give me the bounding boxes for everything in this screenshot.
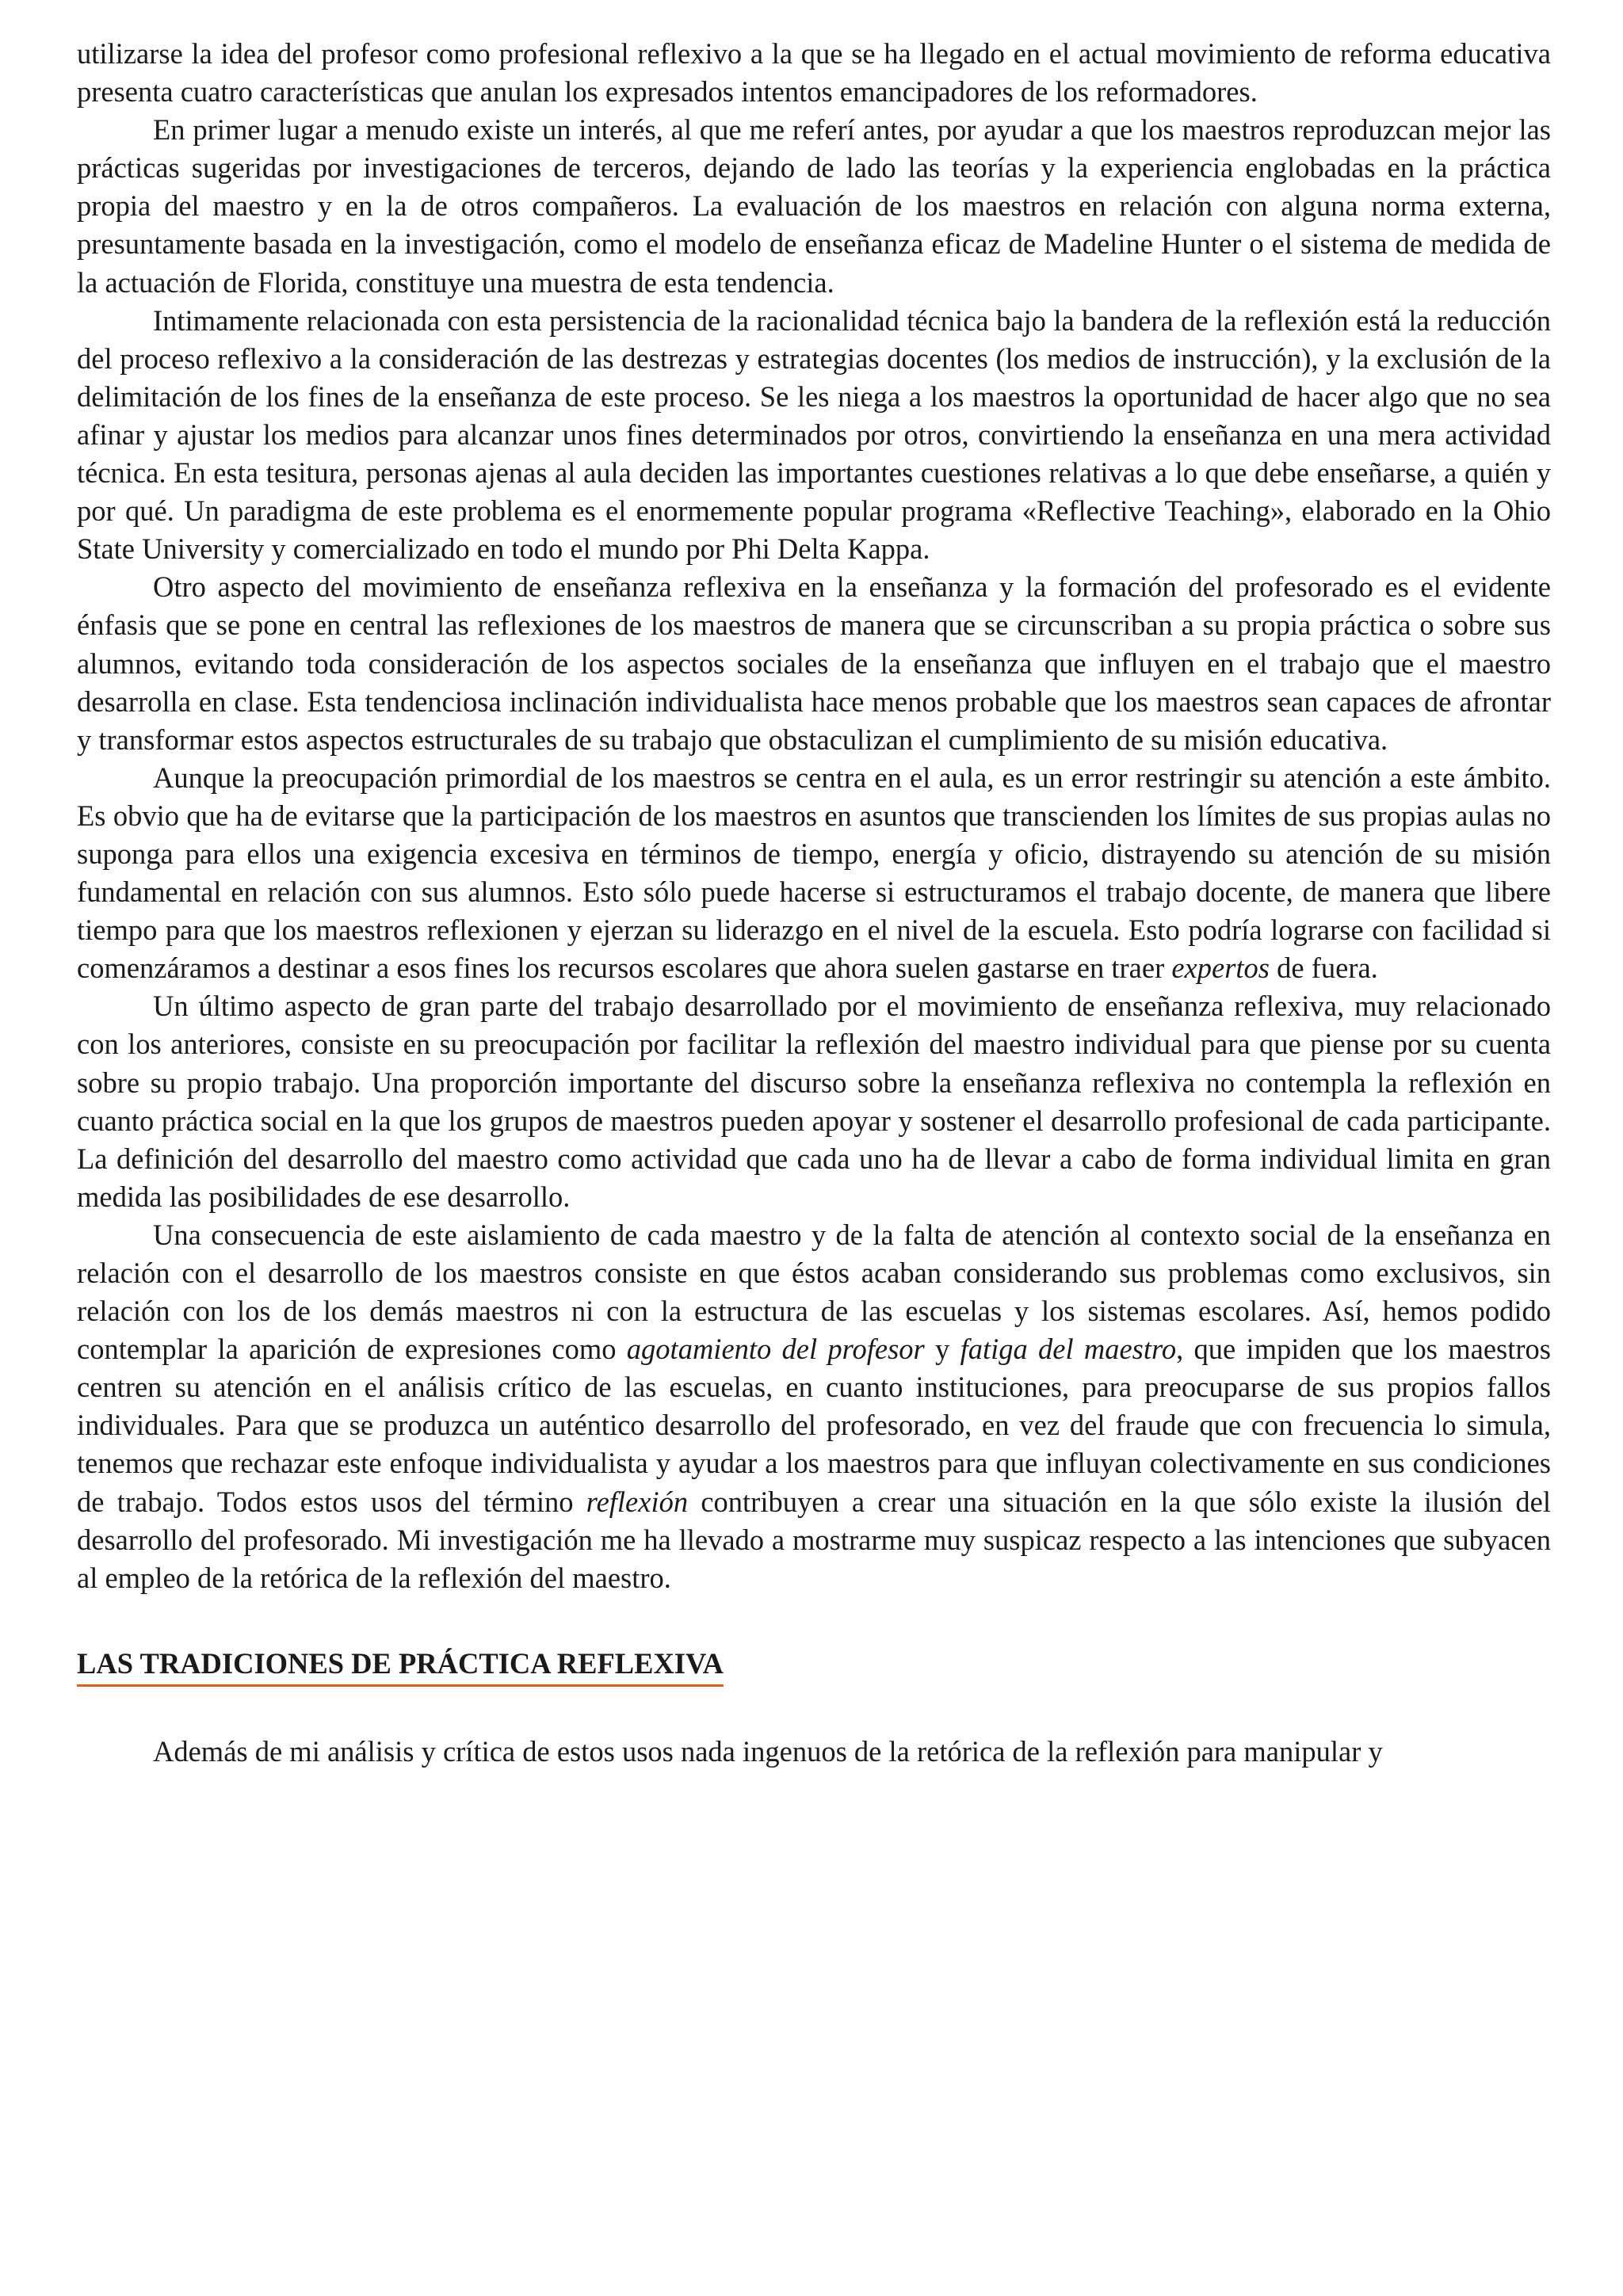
text-run: de fuera. [1270, 952, 1378, 985]
paragraph [77, 759, 1551, 988]
paragraph [77, 1216, 1551, 1597]
text-run: Un último aspecto de gran parte del trabajo desarrollado por el movimiento de enseñanza reflexiva, muy relacionado con los anteriores, consiste en su preocupación por facilitar la reflexión del maestro individual para que piense por su cuenta sobre su propio trabajo. Una proporción importante del discurso sobre la enseñanza reflexiva no contempla la reflexión en cuanto práctica social en la que los grupos de maestros pueden apoyar y sostener el desarrollo profesional de cada participante. La definición del desarrollo del maestro como actividad que cada uno ha de llevar a cabo de forma individual limita en gran medida las posibilidades de ese desarrollo. [77, 990, 1551, 1213]
text-run: y [924, 1333, 960, 1366]
paragraph [77, 568, 1551, 758]
italic-text: expertos [1171, 952, 1270, 985]
body-text [77, 35, 1551, 1597]
text-run: Aunque la preocupación primordial de los maestros se centra en el aula, es un error restringir su atención a este ámbito. Es obvio que ha de evitarse que la participación de los maestros en asuntos que transcienden los límites de sus propias aulas no suponga para ellos una exigencia excesiva en términos de tiempo, energía y oficio, distrayendo su atención de su misión fundamental en relación con sus alumnos. Esto sólo puede hacerse si estructuramos el trabajo docente, de manera que libere tiempo para que los maestros reflexionen y ejerzan su liderazgo en el nivel de la escuela. Esto podría lograrse con facilidad si comenzáramos a destinar a esos fines los recursos escolares que ahora suelen gastarse en traer [77, 761, 1551, 985]
paragraph [77, 987, 1551, 1216]
italic-text: reflexión [586, 1485, 689, 1518]
section-heading: LAS TRADICIONES DE PRÁCTICA REFLEXIVA [77, 1646, 724, 1680]
text-run: utilizarse la idea del profesor como profesional reflexivo a la que se ha llegado en el actual movimiento de reforma educativa presenta cuatro características que anulan los expresados intentos emancipadores de los reformadores. [77, 37, 1551, 109]
text-run: contribuyen a crear una situación en la que sólo existe la ilusión del desarrollo del profesorado. Mi investigación me ha llevado a mostrarme muy suspicaz respecto a las intenciones que subyacen al empleo de la retórica de la reflexión del maestro. [77, 1485, 1552, 1594]
italic-text: fatiga del maestro [960, 1333, 1177, 1366]
text-run: En primer lugar a menudo existe un interés, al que me referí antes, por ayudar a que los maestros reproduzcan mejor las prácticas sugeridas por investigaciones de terceros, dejando de lado las teorías y la experiencia englobadas en la práctica propia del maestro y en la de otros compañeros. La evaluación de los maestros en relación con alguna norma externa, presuntamente basada en la investigación, como el modelo de enseñanza eficaz de Madeline Hunter o el sistema de medida de la actuación de Florida, constituye una muestra de esta tendencia. [77, 113, 1551, 299]
text-run: Otro aspecto del movimiento de enseñanza reflexiva en la enseñanza y la formación del profesorado es el evidente énfasis que se pone en central las reflexiones de los maestros de manera que se circunscriban a su propia práctica o sobre sus alumnos, evitando toda consideración de los aspectos sociales de la enseñanza que influyen en el trabajo que el maestro desarrolla en clase. Esta tendenciosa inclinación individualista hace menos probable que los maestros sean capaces de afrontar y transformar estos aspectos estructurales de su trabajo que obstaculizan el cumplimiento de su misión educativa. [77, 570, 1551, 756]
paragraph [77, 1733, 1551, 1771]
text-run: Además de mi análisis y crítica de estos usos nada ingenuos de la retórica de la reflexión para manipular y [153, 1734, 1383, 1768]
heading-underline [77, 1684, 724, 1687]
text-run: Una consecuencia de este aislamiento de cada maestro y de la falta de atención al contexto social de la enseñanza en relación con el desarrollo de los maestros consiste en que éstos acaban considerando sus problemas como exclusivos, sin relación con los de los demás maestros ni con la estructura de las escuelas y los sistemas escolares. Así, hemos podido contemplar la aparición de expresiones como [77, 1218, 1551, 1366]
paragraph [77, 35, 1551, 111]
body-text-continued [77, 1733, 1551, 1771]
text-run: Intimamente relacionada con esta persistencia de la racionalidad técnica bajo la bandera de la reflexión está la reducción del proceso reflexivo a la consideración de las destrezas y estrategias docentes (los medios de instrucción), y la exclusión de la delimitación de los fines de la enseñanza de este proceso. Se les niega a los maestros la oportunidad de hacer algo que no sea afinar y ajustar los medios para alcanzar unos fines determinados por otros, convirtiendo la enseñanza en una mera actividad técnica. En esta tesitura, personas ajenas al aula deciden las importantes cuestiones relativas a lo que debe enseñarse, a quién y por qué. Un paradigma de este problema es el enormemente popular programa «Reflective Teaching», elaborado en la Ohio State University y comercializado en todo el mundo por Phi Delta Kappa. [77, 303, 1551, 566]
document-page [77, 35, 1551, 1771]
paragraph [77, 302, 1551, 569]
italic-text: agotamiento del profesor [626, 1333, 925, 1366]
text-run: , que impiden que los maestros centren su atención en el análisis crítico de las escuelas, en cuanto instituciones, para preocuparse de sus propios fallos individuales. Para que se produzca un auténtico desarrollo del profesorado, en vez del fraude que con frecuencia lo simula, tenemos que rechazar este enfoque individualista y ayudar a los maestros para que influyan colectivamente en sus condiciones de trabajo. Todos estos usos del término [77, 1333, 1551, 1518]
section-heading-block [77, 1646, 724, 1687]
paragraph [77, 111, 1551, 301]
